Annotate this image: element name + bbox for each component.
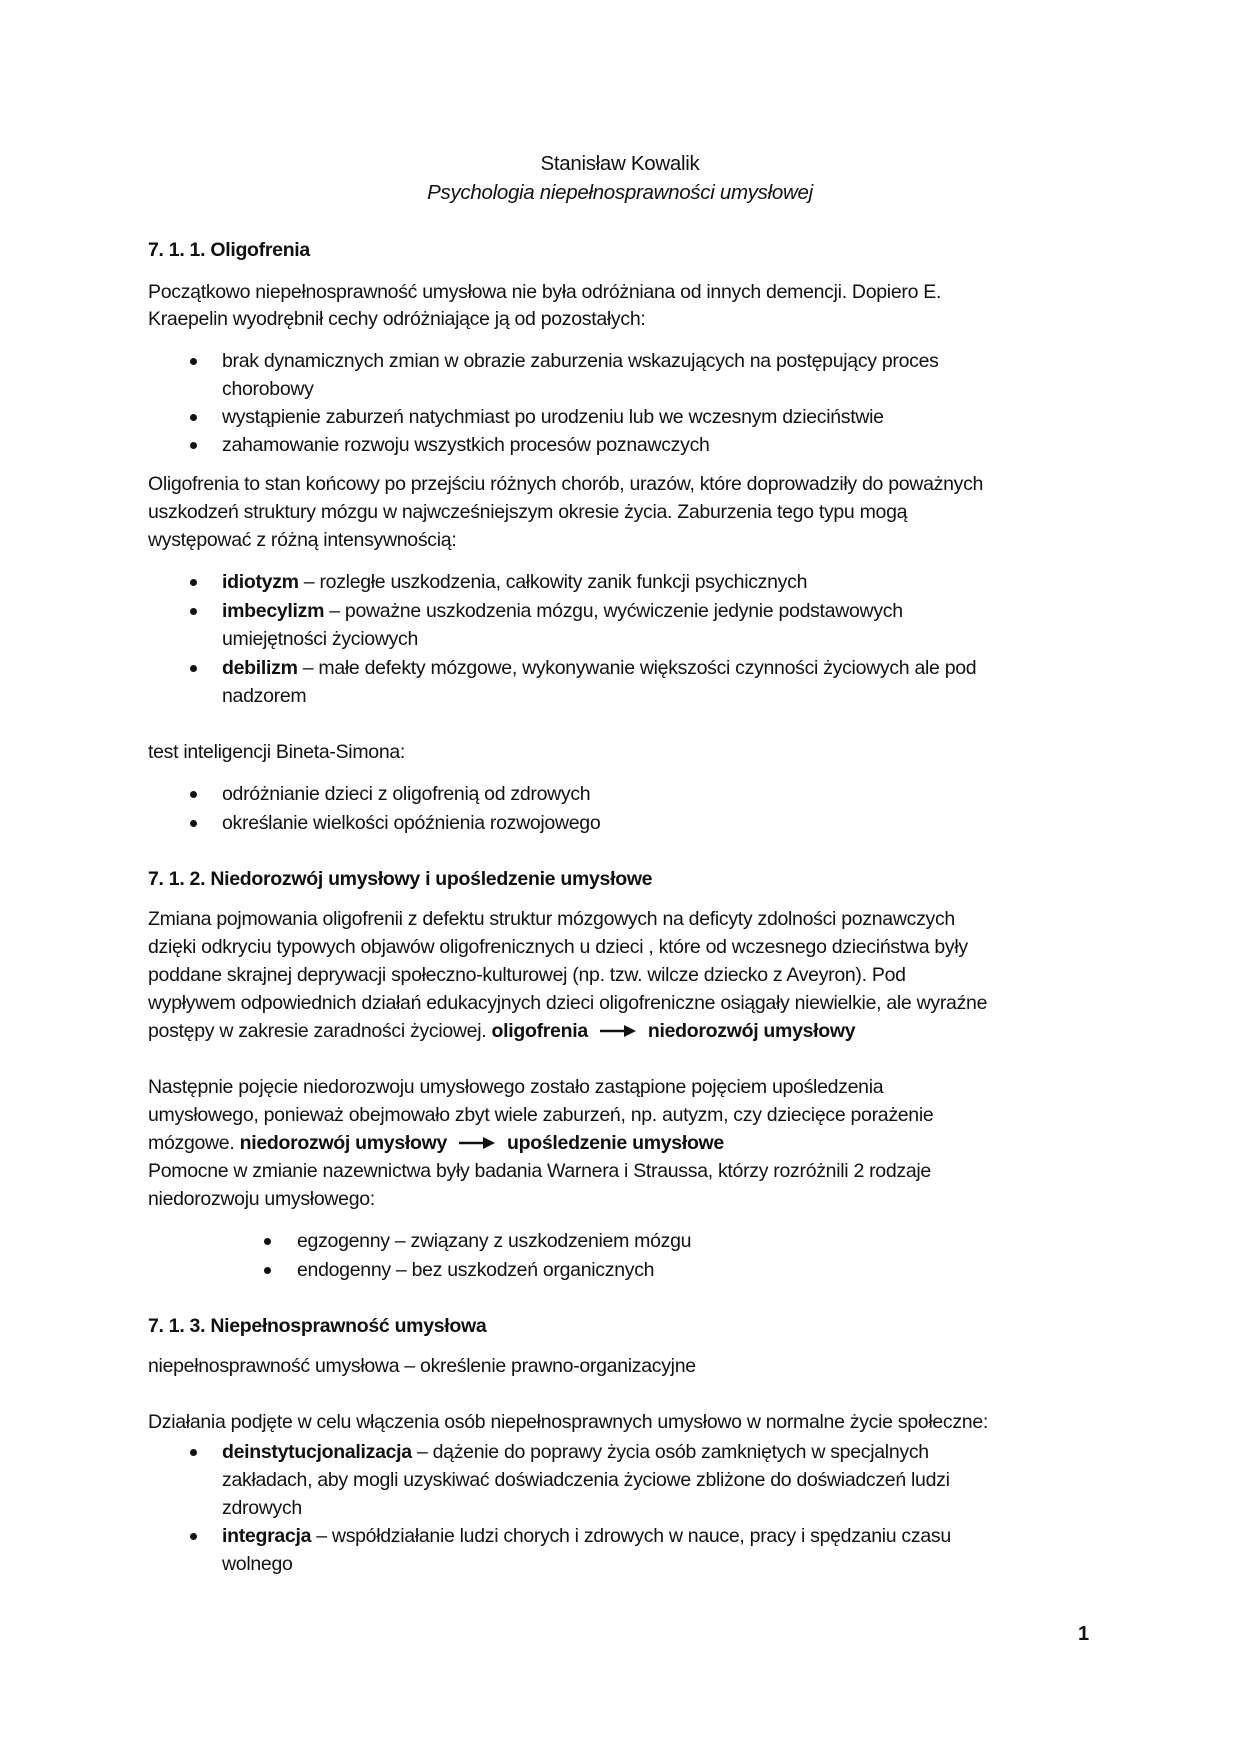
text-segment: 7. 1. 2. Niedorozwój umysłowy i upośledzenie umysłowe xyxy=(148,868,653,890)
text-segment: określanie wielkości opóźnienia rozwojowego xyxy=(222,812,601,834)
paragraph-line xyxy=(148,933,968,961)
document-title: Psychologia niepełnosprawności umysłowej xyxy=(427,181,813,204)
list-item xyxy=(222,809,600,837)
list-item xyxy=(222,403,884,431)
bold-term: oligofrenia xyxy=(491,1020,588,1042)
list-item xyxy=(222,1522,951,1550)
page-number: 1 xyxy=(1078,1623,1090,1645)
paragraph-line xyxy=(222,1550,293,1578)
document-author: Stanisław Kowalik xyxy=(540,152,700,175)
text-segment: 7. 1. 3. Niepełnosprawność umysłowa xyxy=(148,1315,487,1337)
list-item xyxy=(222,597,903,625)
paragraph-line xyxy=(222,625,418,653)
text-segment: poddane skrajnej deprywacji społeczno-kulturowej (np. tzw. wilcze dziecko z Aveyron). Pod xyxy=(148,964,906,986)
text-segment: niedorozwoju umysłowego: xyxy=(148,1188,375,1210)
text-segment: Oligofrenia to stan końcowy po przejściu różnych chorób, urazów, które doprowadziły do poważnych xyxy=(148,473,984,495)
paragraph-line xyxy=(148,1185,375,1213)
bullet-icon xyxy=(190,791,197,798)
list-item xyxy=(222,568,807,596)
paragraph-line xyxy=(148,278,941,306)
paragraph-line xyxy=(148,989,987,1017)
text-segment: zahamowanie rozwoju wszystkich procesów poznawczych xyxy=(222,434,710,456)
text-segment: – małe defekty mózgowe, wykonywanie większości czynności życiowych ale pod xyxy=(297,657,977,679)
text-segment: – dążenie do poprawy życia osób zamkniętych w specjalnych xyxy=(411,1441,929,1463)
list-item xyxy=(297,1227,691,1255)
bullet-icon xyxy=(264,1267,271,1274)
bullet-icon xyxy=(190,414,197,421)
text-segment: Kraepelin wyodrębnił cechy odróżniające ją od pozostałych: xyxy=(148,308,646,330)
text-segment: odróżnianie dzieci z oligofrenią od zdrowych xyxy=(222,783,591,805)
paragraph-line xyxy=(148,1408,988,1436)
bullet-icon xyxy=(190,1449,197,1456)
paragraph-line xyxy=(148,1017,855,1046)
text-segment: występować z różną intensywnością: xyxy=(148,529,457,551)
bullet-icon xyxy=(190,358,197,365)
text-segment: postępy w zakresie zaradności życiowej. xyxy=(148,1020,492,1042)
text-segment: endogenny – bez uszkodzeń organicznych xyxy=(297,1259,655,1281)
text-segment: zdrowych xyxy=(222,1497,302,1519)
section-heading xyxy=(148,1312,486,1340)
bullet-icon xyxy=(264,1238,271,1245)
text-segment: dzięki odkryciu typowych objawów oligofrenicznych u dzieci , które od wczesnego dzieciństwa były xyxy=(148,936,968,958)
list-item xyxy=(222,1438,929,1466)
bullet-icon xyxy=(190,608,197,615)
arrow-right-icon xyxy=(600,1018,636,1046)
text-segment: niepełnosprawność umysłowa – określenie prawno-organizacyjne xyxy=(148,1355,696,1377)
paragraph-line xyxy=(222,375,314,403)
bold-term: imbecylizm xyxy=(222,600,325,622)
paragraph-line xyxy=(222,1466,950,1494)
text-segment: Początkowo niepełnosprawność umysłowa nie była odróżniana od innych demencji. Dopiero E. xyxy=(148,281,942,303)
text-segment: brak dynamicznych zmian w obrazie zaburzenia wskazujących na postępujący proces xyxy=(222,350,939,372)
text-segment: uszkodzeń struktury mózgu w najwcześniejszym okresie życia. Zaburzenia tego typu mogą xyxy=(148,501,908,523)
bold-term: debilizm xyxy=(222,657,298,679)
paragraph-line xyxy=(148,305,646,333)
bold-term: niedorozwój umysłowy xyxy=(647,1020,856,1042)
text-segment: test inteligencji Bineta-Simona: xyxy=(148,741,406,763)
text-segment: mózgowe. xyxy=(148,1132,240,1154)
list-item xyxy=(222,347,939,375)
paragraph-line xyxy=(148,905,955,933)
list-item xyxy=(222,431,710,459)
bold-term: deinstytucjonalizacja xyxy=(222,1441,412,1463)
text-segment: umysłowego, ponieważ obejmowało zbyt wiele zaburzeń, np. autyzm, czy dziecięce porażenie xyxy=(148,1104,934,1126)
text-segment: Zmiana pojmowania oligofrenii z defektu struktur mózgowych na deficyty zdolności poznawczych xyxy=(148,908,955,930)
text-segment: – rozległe uszkodzenia, całkowity zanik funkcji psychicznych xyxy=(298,571,808,593)
text-segment: Działania podjęte w celu włączenia osób niepełnosprawnych umysłowo w normalne życie społeczne: xyxy=(148,1411,989,1433)
text-segment: chorobowy xyxy=(222,378,314,400)
paragraph-line xyxy=(148,470,983,498)
paragraph-line xyxy=(148,526,456,554)
paragraph-line xyxy=(148,1129,724,1158)
text-segment: wypływem odpowiednich działań edukacyjnych dzieci oligofreniczne osiągały niewielkie, ale wyraźne xyxy=(148,992,988,1014)
text-segment: Następnie pojęcie niedorozwoju umysłowego zostało zastąpione pojęciem upośledzenia xyxy=(148,1076,884,1098)
bold-term: niedorozwój umysłowy xyxy=(239,1132,448,1154)
paragraph-line xyxy=(148,1073,883,1101)
bullet-icon xyxy=(190,665,197,672)
section-heading xyxy=(148,236,310,264)
paragraph-line xyxy=(222,682,306,710)
section-heading xyxy=(148,865,652,893)
text-segment: – poważne uszkodzenia mózgu, wyćwiczenie jedynie podstawowych xyxy=(324,600,903,622)
text-segment: 7. 1. 1. Oligofrenia xyxy=(148,239,310,261)
paragraph-line xyxy=(222,1494,302,1522)
paragraph-line xyxy=(148,1352,696,1380)
text-segment: nadzorem xyxy=(222,685,307,707)
list-item xyxy=(222,654,976,682)
list-item xyxy=(222,780,590,808)
paragraph-line xyxy=(148,1157,931,1185)
text-segment: egzogenny – związany z uszkodzeniem mózgu xyxy=(297,1230,692,1252)
paragraph-line xyxy=(148,961,906,989)
text-segment: – współdziałanie ludzi chorych i zdrowych w nauce, pracy i spędzaniu czasu xyxy=(311,1525,951,1547)
text-segment: umiejętności życiowych xyxy=(222,628,419,650)
paragraph-line xyxy=(148,498,907,526)
paragraph-line xyxy=(148,1101,933,1129)
bold-term: upośledzenie umysłowe xyxy=(507,1132,724,1154)
bullet-icon xyxy=(190,820,197,827)
arrow-right-icon xyxy=(459,1130,495,1158)
bold-term: idiotyzm xyxy=(222,571,299,593)
text-segment: Pomocne w zmianie nazewnictwa były badania Warnera i Straussa, którzy rozróżnili 2 rodzaje xyxy=(148,1160,931,1182)
bullet-icon xyxy=(190,579,197,586)
text-segment: zakładach, aby mogli uzyskiwać doświadczenia życiowe zbliżone do doświadczeń ludzi xyxy=(222,1469,950,1491)
text-segment: wolnego xyxy=(222,1553,293,1575)
bullet-icon xyxy=(190,442,197,449)
bullet-icon xyxy=(190,1533,197,1540)
text-segment: wystąpienie zaburzeń natychmiast po urodzeniu lub we wczesnym dzieciństwie xyxy=(222,406,884,428)
bold-term: integracja xyxy=(222,1525,312,1547)
paragraph-line xyxy=(148,738,405,766)
list-item xyxy=(297,1256,654,1284)
